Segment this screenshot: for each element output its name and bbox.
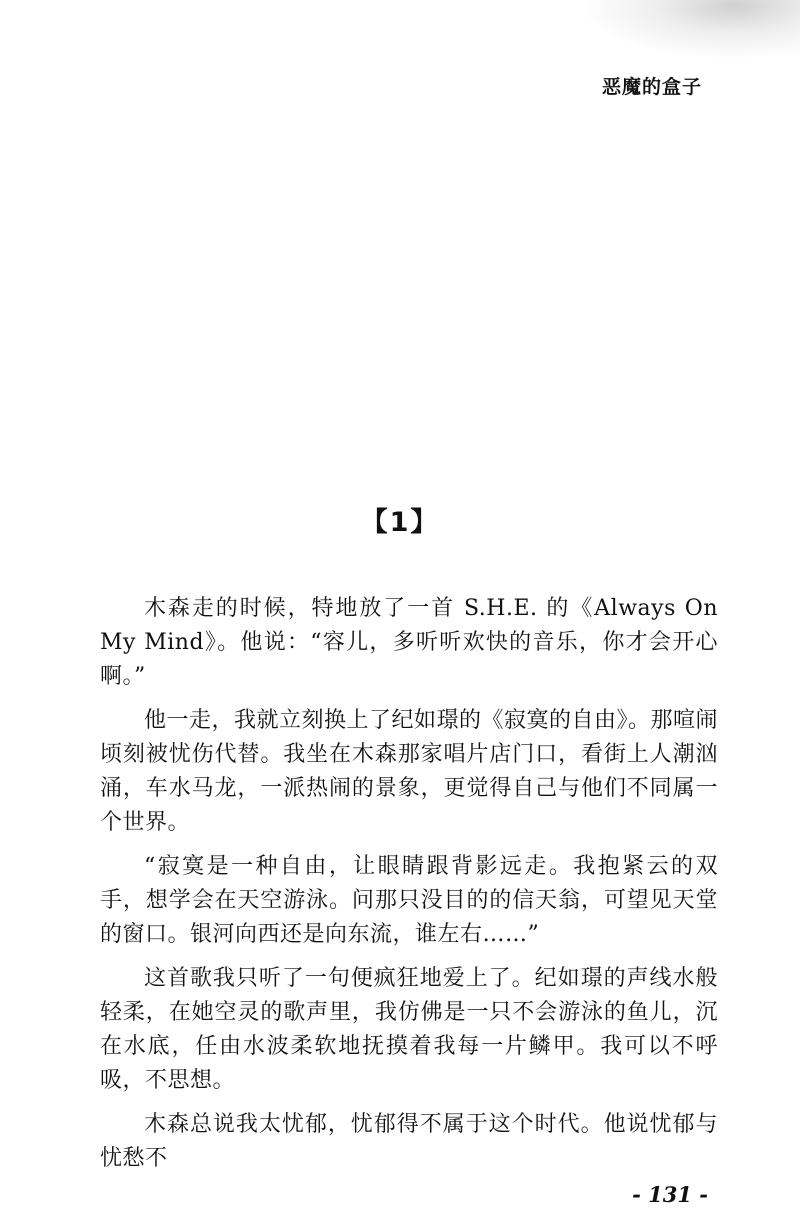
scan-smudge <box>580 0 800 60</box>
running-head: 恶魔的盒子 <box>601 76 702 98</box>
paragraph: 木森总说我太忧郁，忧郁得不属于这个时代。他说忧郁与忧愁不 <box>100 1112 718 1171</box>
paragraph: “寂寞是一种自由，让眼睛跟背影远走。我抱紧云的双手，想学会在天空游泳。问那只没目的的信天翁，可望见天堂的窗口。银河向西还是向东流，谁左右……” <box>100 854 718 947</box>
paragraph: 他一走，我就立刻换上了纪如璟的《寂寞的自由》。那喧闹顷刻被忧伤代替。我坐在木森那家唱片店门口，看街上人潮汹涌，车水马龙，一派热闹的景象，更觉得自己与他们不同属一个世界。 <box>100 708 719 835</box>
body-text <box>100 592 718 1186</box>
page-number: - 131 - <box>632 1182 708 1207</box>
paragraph: 木森走的时候，特地放了一首 S.H.E. 的《Always On My Mind》。他说：“容儿，多听听欢快的音乐，你才会开心啊。” <box>100 596 718 689</box>
section-heading: 【1】 <box>360 507 440 538</box>
paragraph: 这首歌我只听了一句便疯狂地爱上了。纪如璟的声线水般轻柔，在她空灵的歌声里，我仿佛是一只不会游泳的鱼儿，沉在水底，任由水波柔软地抚摸着我每一片鳞甲。我可以不呼吸，不思想。 <box>100 966 718 1093</box>
